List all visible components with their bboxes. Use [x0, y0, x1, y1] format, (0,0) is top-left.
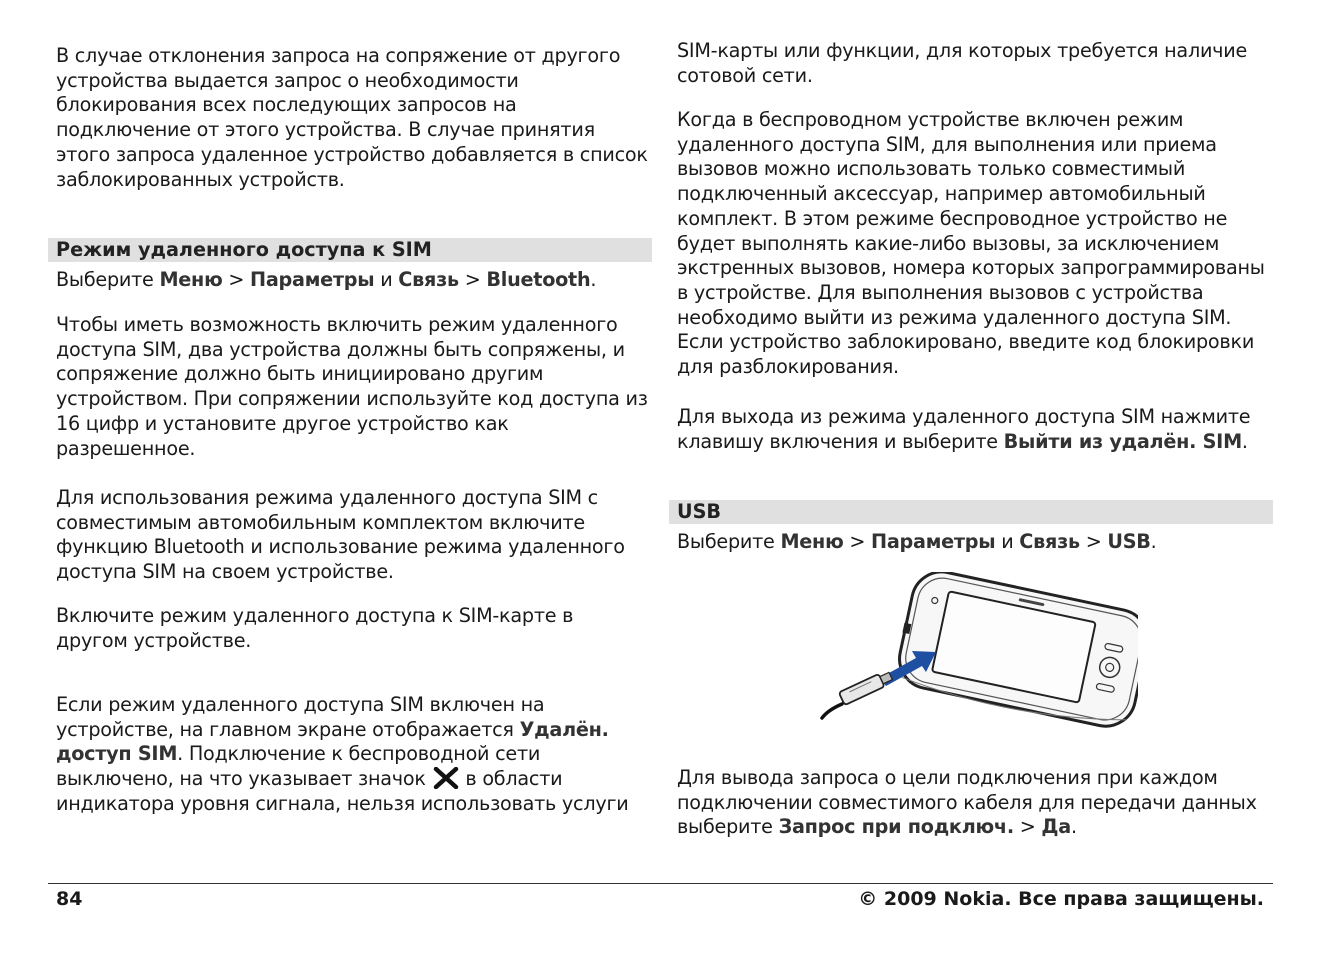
- x-icon: [432, 767, 460, 789]
- text-segment: в области индикатора уровня сигнала, нельзя использовать услуги: [56, 767, 629, 815]
- text-segment: Если режим удаленного доступа SIM включен на устройстве, на главном экране отображается: [56, 693, 545, 741]
- status-label-remote-sim: Удалён. доступ SIM: [56, 717, 609, 766]
- paragraph-sim-mode-active: [56, 693, 648, 817]
- text-segment: Для вывода запроса о цели подключения при каждом подключении совместимого кабеля для передачи данных выберите: [677, 766, 1257, 839]
- nav-end: .: [590, 268, 597, 291]
- paragraph-pairing-rejection: В случае отклонения запроса на сопряжение от другого устройства выдается запрос о необходимости блокирования всех последующих запросов на подключение от этого устройства. В случае принятия этого запроса удаленное устройство добавляется в список заблокированных устройств.: [56, 44, 648, 191]
- copyright-notice: © 2009 Nokia. Все права защищены.: [858, 888, 1264, 910]
- nav-connectivity: Связь: [1019, 530, 1080, 553]
- text-segment: .: [1241, 429, 1248, 453]
- option-yes: Да: [1041, 815, 1071, 839]
- section-heading-sim-access: Режим удаленного доступа к SIM: [48, 238, 652, 262]
- nav-target: USB: [1107, 530, 1151, 553]
- text-segment: . Подключение к беспроводной сети выключено, на что указывает значок: [56, 742, 541, 791]
- navigation-path-usb: [677, 530, 1271, 555]
- nav-connectivity: Связь: [398, 268, 459, 291]
- nav-end: .: [1150, 530, 1157, 553]
- nav-target: Bluetooth: [486, 268, 591, 291]
- nav-prefix: Выберите: [56, 268, 154, 291]
- paragraph-sim-services: SIM-карты или функции, для которых требуется наличие сотовой сети.: [677, 39, 1248, 87]
- nav-params: Параметры: [871, 530, 996, 553]
- nav-separator: >: [843, 530, 872, 553]
- nav-separator: >: [1079, 530, 1108, 553]
- section-heading-usb: USB: [669, 500, 1273, 524]
- footer-divider: [48, 883, 1273, 884]
- paragraph-remote-mode-calls: Когда в беспроводном устройстве включен режим удаленного доступа SIM, для выполнения или приема вызовов можно использовать только совместимый подключенный аксессуар, например автомобильный комплект. В этом режиме беспроводное устройство не будет выполнять какие-либо вызовы, за исключением экстренных вызовов, номера которых запрограммированы в устройстве. Для выполнения вызовов с устройства необходимо выйти из режима удаленного доступа SIM. Если устройство заблокировано, введите код блокировки для разблокирования.: [677, 108, 1265, 379]
- text-segment: Для выхода из режима удаленного доступа SIM нажмите клавишу включения и выберите: [677, 405, 1251, 453]
- paragraph-usb-connection-prompt: [677, 766, 1271, 840]
- page-number: 84: [56, 888, 83, 910]
- nav-and: и: [995, 530, 1020, 553]
- paragraph-exit-remote-mode: [677, 405, 1271, 454]
- phone-usb-illustration: [808, 572, 1138, 740]
- command-exit-remote-sim: Выйти из удалён. SIM: [1003, 429, 1242, 453]
- nav-menu: Меню: [780, 530, 844, 553]
- nav-separator: >: [222, 268, 251, 291]
- nav-separator: >: [1013, 815, 1042, 839]
- nav-menu: Меню: [159, 268, 223, 291]
- paragraph-pairing-requirements: Чтобы иметь возможность включить режим удаленного доступа SIM, два устройства должны быть сопряжены, и сопряжение должно быть инициировано другим устройством. При сопряжении используйте код доступа из 16 цифр и установите другое устройство как разрешенное.: [56, 313, 648, 460]
- nav-and: и: [374, 268, 399, 291]
- nav-separator: >: [458, 268, 487, 291]
- navigation-path-bluetooth: [56, 268, 648, 293]
- text-segment: .: [1070, 815, 1077, 839]
- paragraph-enable-other-device: Включите режим удаленного доступа к SIM-карте в другом устройстве.: [56, 604, 574, 652]
- option-ask-on-connect: Запрос при подключ.: [778, 815, 1014, 839]
- nav-prefix: Выберите: [677, 530, 775, 553]
- paragraph-car-kit: Для использования режима удаленного доступа SIM с совместимым автомобильным комплектом включите функцию Bluetooth и использование режима удаленного доступа SIM на своем устройстве.: [56, 486, 625, 584]
- nav-params: Параметры: [250, 268, 375, 291]
